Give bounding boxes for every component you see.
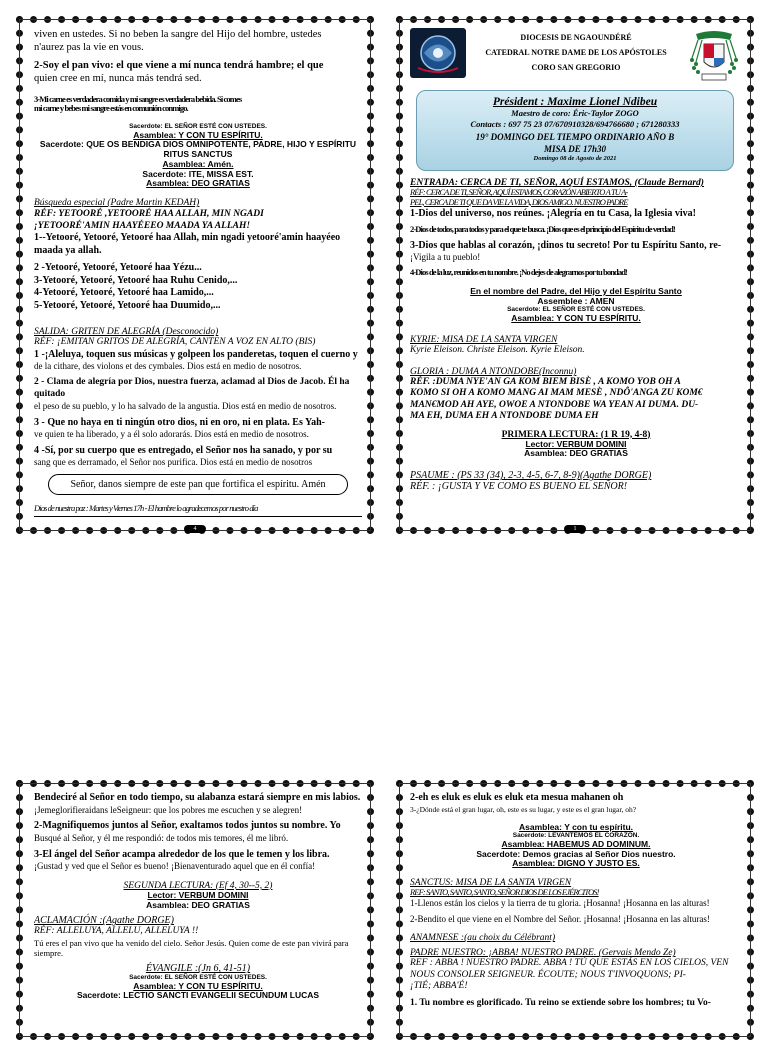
refrain: REF : ABBA ! NUESTRO PADRE. ABBA ! TÚ QUE ESTÁS EN LOS CIELOS, VEN [410, 958, 729, 969]
section-title: PADRE NUESTRO: ¡ABBA! NUESTRO PADRE. (Gervais Mendo Ze) [410, 948, 676, 959]
refrain: ¡YETOORÉ'AMIN HAAYÉEEO MAADA YA ALLAH! [34, 220, 251, 231]
text-line: viven en ustedes. Si no beben la sangre del Hijo del hombre, ustedes [34, 29, 322, 40]
verse: 1-Dios del universo, nos reúnes. ¡Alegría en tu Casa, la Iglesia viva! [410, 207, 696, 219]
verse: 1. Tu nombre es glorificado. Tu reino se extiende sobre los hombres; tu Vo- [410, 997, 711, 1008]
rite-line: Sacerdote: LECTIO SANCTI EVANGELII SECUNDUM LUCAS [76, 990, 320, 1001]
section-title: ACLAMACIÓN :(Agathe DORGE) [34, 915, 174, 927]
verse: 2-Bendito el que viene en el Nombre del Señor. ¡Hosanna! ¡Hosanna en las alturas! [410, 913, 710, 924]
choir-master-line: Maestro de coro: Éric-Taylor ZOGO [511, 108, 639, 118]
page-3-panel [396, 780, 754, 1040]
verse-text: de la cithare, des violons et des cymbales. Dios está en medio de nosotros. [34, 361, 302, 372]
header [410, 28, 742, 84]
refrain: RÉF. : ¡GUSTA Y VE COMO ES BUENO EL SEÑOR! [410, 481, 628, 493]
page-number: 1 [564, 525, 586, 533]
refrain: ¡TIÉ; ABBA'É! [410, 981, 468, 992]
rite-line: Lector: VERBUM DOMINI [147, 889, 249, 900]
section-title: KYRIE: MISA DE LA SANTA VIRGEN [410, 334, 558, 345]
refrain: MA EH, DUMA EH A NTONDOBE DUMA EH [410, 411, 599, 422]
page-2-panel [16, 780, 374, 1040]
rite-line: Sacerdote: Demos gracias al Señor Dios nuestro. [476, 848, 676, 859]
rite-line: Asamblea: DEO GRATIAS [524, 448, 628, 459]
refrain: MAN€MOD AH AYE, OWOE A NTONDOBE WA YEAN AI DUMA. DU- [410, 399, 699, 410]
verse: 3-Dios que hablas al corazón, ¡dinos tu secreto! Por tu Espíritu Santo, re- [410, 239, 722, 251]
section-title: Búsqueda especial (Padre Martin KEDAH) [34, 198, 200, 209]
refrain: RÉF: ALLELUYA, ALLELU, ALLELUYA !! [34, 926, 199, 937]
refrain: RÉF: ¡EMITAN GRITOS DE ALEGRÍA, CANTEN A VOZ EN ALTO (BIS) [34, 337, 316, 348]
sunday-title: 19° DOMINGO DEL TIEMPO ORDINARIO AÑO B [475, 131, 675, 142]
section-title: PRIMERA LECTURA: (1 R 19, 4-8) [501, 429, 651, 440]
date-line: Domingo 08 de Agosto de 2021 [533, 155, 617, 163]
section-title: SANCTUS: MISA DE LA SANTA VIRGEN [410, 878, 572, 889]
verse: 1--Yetooré, Yetooré, Yetooré haa Allah, min ngadi yetooré'amin haayéeo [34, 232, 341, 244]
kyrie-text: Kyrie Eleison. Christe Eleison. Kyrie Eleison. [410, 344, 585, 355]
rite-line: En el nombre del Padre, del Hijo y del Espíritu Santo [470, 285, 682, 296]
verse-text: sang que es derramado, el Señor nos purifica. Dios está en medio de nosotros [34, 457, 313, 468]
section-title: ÉVANGILE :(Jn 6, 41-51) [145, 963, 251, 975]
section-title: ENTRADA: CERCA DE TI, SEÑOR, AQUÍ ESTAMOS, (Claude Bernard) [410, 177, 704, 188]
rite-line: RITUS SANCTUS [163, 149, 233, 160]
diocese-name: DIOCESIS DE NGAOUNDÉRÉ [520, 33, 632, 42]
verse: 2 - Clama de alegría por Dios, nuestra fuerza, aclamad al Dios de Jacob. Él ha quitado [34, 376, 350, 399]
acclamation-text: Tú eres el pan vivo que ha venido del cielo. Señor Jesús. Quien come de este pan vivirá para [34, 937, 349, 948]
verse-2: 2-Soy el pan vivo: el que viene a mí nunca tendrá hambre; el que [34, 60, 324, 72]
verse-3: 3-Mi carne es verdadera comida y mi sangre es verdadera bebida. Si comes [34, 93, 242, 104]
mass-time: MISA DE 17h30 [543, 144, 607, 155]
verse: 2-Magnifiquemos juntos al Señor, exaltamos todos juntos su nombre. Yo [34, 820, 341, 832]
footer-note: Dios de nuestra paz : Martes y Viernes 17h - El hambre lo agradecemos por nuestro día [34, 504, 362, 517]
rite-line: Asamblea: Y CON TU ESPÍRITU. [511, 312, 641, 323]
rite-line: Sacerdote: ITE, MISSA EST. [142, 168, 254, 179]
verse: 3-Yetooré, Yetooré, Yetooré haa Ruhu Cenido,... [34, 274, 238, 286]
rite-line: Sacerdote: EL SEÑOR ESTÉ CON USTEDES. [129, 974, 267, 982]
rite-line: Lector: VERBUM DOMINI [525, 438, 627, 449]
section-title: SEGUNDA LECTURA: (Ef 4, 30--5, 2) [123, 880, 273, 891]
refrain: RÉF. :DUMA NYE'AN GA KOM BIEM BISÈ , A KOMO YOB OH A [410, 377, 681, 387]
verse: 3 - Que no haya en ti ningún otro dios, ni en oro, ni en plata. Es Yah- [34, 416, 325, 428]
verse-3-text: mi carne y bebes mi sangre estás en comunión conmigo. [34, 103, 188, 114]
rite-line: Asamblea: Y con tu espíritu. [519, 821, 633, 832]
verse: Bendeciré al Señor en todo tiempo, su alabanza estará siempre en mis labios. [34, 792, 361, 803]
verse: 4-Yetooré, Yetooré, Yetooré haa Lamido,... [34, 287, 214, 299]
verse-2-text: quien cree en mí, nunca más tendrá sed. [34, 73, 202, 85]
verse: 4 -Sí, por su cuerpo que es entregado, el Señor nos ha sanado, y por su [34, 444, 333, 456]
section-title: SALIDA: GRITEN DE ALEGRÍA (Desconocido) [34, 327, 219, 338]
rite-line: Asamblea: HABEMUS AD DOMINUM. [501, 838, 651, 849]
section-title: ANAMNESE :(au choix du Célébrant) [410, 933, 556, 944]
rite-line: Sacerdote: EL SEÑOR ESTÉ CON USTEDES. [129, 123, 267, 131]
refrain: RÉF: YETOORÉ ,YETOORÉ HAA ALLAH, MIN NGADI [34, 209, 264, 220]
page-4-panel [16, 16, 374, 534]
refrain: KOMO SI OH A KOMO MANG AI MAM MESÈ , NDÔ'ANGA ZU KOM€ [410, 388, 703, 399]
choir-name: CORO SAN GREGORIO [531, 63, 621, 73]
verse: 4-Dios de la luz, reunidos en tu nombre. ¡No dejes de alegrarnos por tu bondad! [410, 267, 627, 278]
rite-line: Asamblea: Amén. [162, 158, 234, 169]
president-line: Président : Maxime Lionel Ndibeu [492, 96, 658, 108]
bishop-coat-of-arms-icon [686, 28, 742, 84]
verse-text: el peso de su pueblo, y lo ha salvado de la angustia. Dios está en medio de nosotros. [34, 400, 337, 411]
text-line: n'aurez pas la vie en vous. [34, 42, 144, 54]
rite-line: Sacerdote: QUE OS BENDIGA DIOS OMNIPOTENTE, PADRE, HIJO Y ESPÍRITU [39, 139, 357, 150]
acclamation-text: siempre. [34, 948, 64, 958]
refrain: PEL, CERCA DE TI QUE DA VIE LA VIDA, DIOS AMIGO. NUESTRO PADRE [410, 196, 628, 207]
page-1-panel [396, 16, 754, 534]
rite-line: Asamblea: DIGNO Y JUSTO ES. [512, 858, 640, 869]
rite-line: Asamblea: Y CON TU ESPÍRITU. [133, 129, 263, 140]
rite-line: Asamblea: Y CON TU ESPÍRITU. [133, 980, 263, 991]
verse-text: 3-¿Dónde está el gran lugar, oh, este es su lugar, y este es el gran lugar, oh? [410, 804, 637, 814]
verse: maada ya allah. [34, 244, 102, 256]
rite-line: Sacerdote: LEVANTEMOS EL CORAZÓN. [512, 832, 640, 840]
verse: 1-Llenos están los cielos y la tierra de tu gloria. ¡Hosanna! ¡Hosanna en las alturas! [410, 897, 710, 908]
rite-line: Asamblea: DEO GRATIAS [146, 178, 250, 189]
verse: 2-Dios de todos, para todos y para el que te busca. ¡Dios que es el principio del Espíritu de verdad! [410, 224, 675, 235]
verse: 2 -Yetooré, Yetooré, Yetooré haa Yézu... [34, 262, 202, 274]
refrain: NOUS CONSOLER SEIGNEUR. ÉCOUTE; NOUS T'INVOQUONS; PI- [410, 969, 686, 980]
verse: 3-El ángel del Señor acampa alrededor de los que le temen y los libra. [34, 848, 330, 860]
coat-of-arms [686, 28, 742, 84]
section-title: GLORIA : DUMA A NTONDOBE(Inconnu) [410, 367, 577, 377]
verse-text: ¡Vigila a tu pueblo! [410, 252, 481, 263]
verse-text: ¡Gustad y ved que el Señor es bueno! ¡Bienaventurado aquel que en él confía! [34, 861, 316, 872]
contacts-line: Contacts : 697 75 23 07/670910328/694766680 ; 671280333 [470, 119, 680, 130]
choir-emblem-icon [410, 28, 466, 78]
verse: 2-eh es eluk es eluk es eluk eta mesua mahanen oh [410, 792, 624, 803]
cathedral-name: CATEDRAL NOTRE DAME DE LOS APÓSTOLES [485, 48, 667, 58]
verse-text: Busqué al Señor, y él me respondió: de todos mis temores, él me libró. [34, 832, 289, 843]
verse-text: ¡Jemeglorifieraidans leSeigneur: que los pobres me escuchen y se alegren! [34, 804, 303, 815]
rite-line: Asamblea: DEO GRATIAS [146, 899, 250, 910]
verse: 5-Yetooré, Yetooré, Yetooré haa Duumido,... [34, 299, 221, 311]
refrain: REF: SANTO, SANTO, SANTO, SEÑOR DIOS DE LOS EJÉRCITOS! [410, 887, 599, 898]
closing-prayer: Señor, danos siempre de este pan que fortifica el espíritu. Amén [70, 479, 326, 491]
verse-text: ve quien te ha liberado, y a él solo adorarás. Dios está en medio de nosotros. [34, 429, 309, 439]
rite-line: Sacerdote: EL SEÑOR ESTÉ CON USTEDES. [507, 306, 645, 314]
verse: 1 -¡Aleluya, toquen sus músicas y golpeen los panderetas, toquen el cuerno y [34, 348, 358, 360]
page-number: 4 [184, 525, 206, 533]
info-banner [416, 90, 734, 171]
rite-line: Assemblee : AMEN [537, 295, 615, 306]
choir-logo [410, 28, 466, 78]
refrain: RÉF: CERCA DE TI, SEÑOR, AQUÍ ESTAMOS, CORAZÓN ABIERTO A TU A- [410, 186, 628, 197]
section-title: PSAUME : (PS 33 (34), 2-3, 4-5, 6-7, 8-9)(Agathe DORGE) [410, 470, 652, 482]
closing-prayer-box [48, 474, 348, 495]
